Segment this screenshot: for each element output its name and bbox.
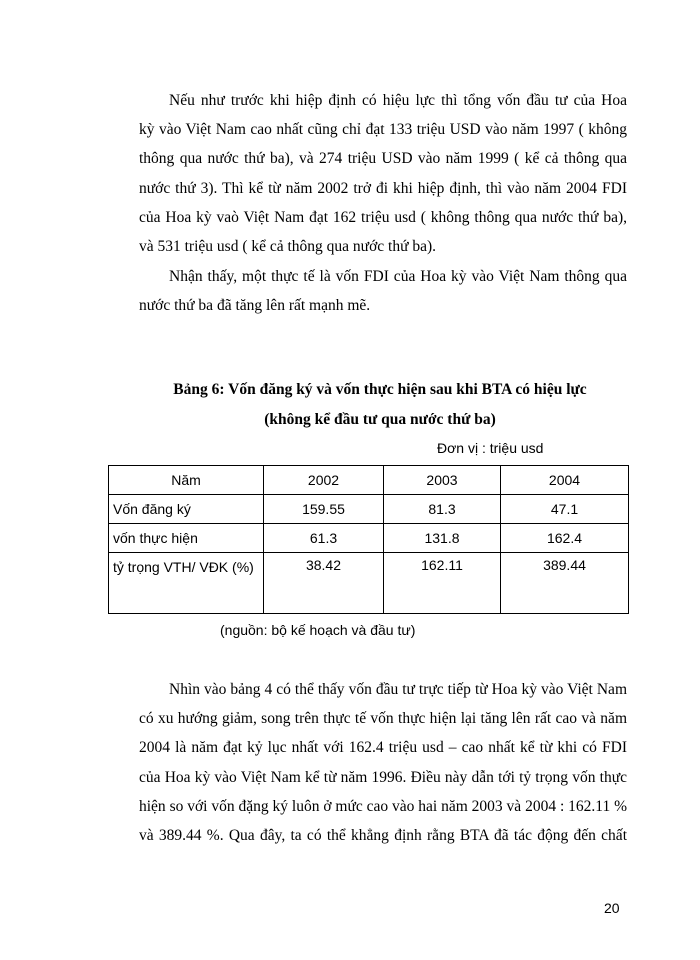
paragraph-line: của Hoa kỳ vào Việt Nam kể từ năm 1996. Điều này dẫn tới tỷ trọng vốn thực <box>139 768 627 786</box>
paragraph-line: Nếu như trước khi hiệp định có hiệu lực thì tổng vốn đầu tư của Hoa <box>169 92 627 109</box>
table-cell: 131.8 <box>384 524 501 553</box>
table-caption: Bảng 6: Vốn đăng ký và vốn thực hiện sau khi BTA có hiệu lực <box>173 381 587 398</box>
table-cell: 38.42 <box>264 553 384 614</box>
paragraph-line: Nhìn vào bảng 4 có thể thấy vốn đầu tư trực tiếp từ Hoa kỳ vào Việt Nam <box>169 681 627 698</box>
paragraph-line: kỳ vào Việt Nam cao nhất cũng chỉ đạt 133 triệu USD vào năm 1997 ( không <box>139 121 627 139</box>
data-table <box>108 465 629 614</box>
table-header-cell: Năm <box>109 466 264 495</box>
table-cell: 159.55 <box>264 495 384 524</box>
table-unit: Đơn vị : triệu usd <box>437 440 544 456</box>
table-caption-subtitle: (không kể đầu tư qua nước thứ ba) <box>264 411 496 428</box>
table-row-label: tỷ trọng VTH/ VĐK (%) <box>109 553 264 614</box>
paragraph-line: nước thứ 3). Thì kể từ năm 2002 trở đi khi hiệp định, thì vào năm 2004 FDI <box>139 179 627 197</box>
paragraph-line: Nhận thấy, một thực tế là vốn FDI của Hoa kỳ vào Việt Nam thông qua <box>169 268 627 285</box>
page-number: 20 <box>604 900 620 916</box>
table-source: (nguồn: bộ kế hoạch và đầu tư) <box>220 622 416 638</box>
paragraph-3 <box>139 675 627 850</box>
paragraph-line: có xu hướng giảm, song trên thực tế vốn thực hiện lại tăng lên rất cao và năm <box>139 710 627 728</box>
paragraph-line: hiện so với vốn đặng ký luôn ở mức cao vào hai năm 2003 và 2004 : 162.11 % <box>139 797 627 815</box>
paragraph-line: và 531 triệu usd ( kể cả thông qua nước thứ ba). <box>139 238 437 256</box>
table-header-cell: 2003 <box>384 466 501 495</box>
paragraph-1 <box>139 86 627 261</box>
paragraph-line: của Hoa kỳ vaò Việt Nam đạt 162 triệu usd ( không thông qua nước thứ ba), <box>139 208 627 226</box>
table-cell: 61.3 <box>264 524 384 553</box>
paragraph-line: nước thứ ba đã tăng lên rất mạnh mẽ. <box>139 297 371 315</box>
paragraph-line: thông qua nước thứ ba), và 274 triệu USD vào năm 1999 ( kể cả thông qua <box>139 150 627 168</box>
table-row <box>109 495 629 524</box>
table-header-cell: 2002 <box>264 466 384 495</box>
table-cell: 389.44 <box>501 553 629 614</box>
table-row-label: vốn thực hiện <box>109 524 264 553</box>
table-row-label: Vốn đăng ký <box>109 495 264 524</box>
table-row <box>109 524 629 553</box>
table-cell: 81.3 <box>384 495 501 524</box>
table-header-cell: 2004 <box>501 466 629 495</box>
paragraph-2 <box>139 262 627 320</box>
paragraph-line: và 389.44 %. Qua đây, ta có thể khẳng định rằng BTA đã tác động đến chất <box>139 827 627 845</box>
table-row <box>109 553 629 614</box>
table-cell: 47.1 <box>501 495 629 524</box>
paragraph-line: 2004 là năm đạt kỷ lục nhất với 162.4 triệu usd – cao nhất kể từ khi có FDI <box>139 739 627 757</box>
table-cell: 162.11 <box>384 553 501 614</box>
table-header-row <box>109 466 629 495</box>
table-cell: 162.4 <box>501 524 629 553</box>
